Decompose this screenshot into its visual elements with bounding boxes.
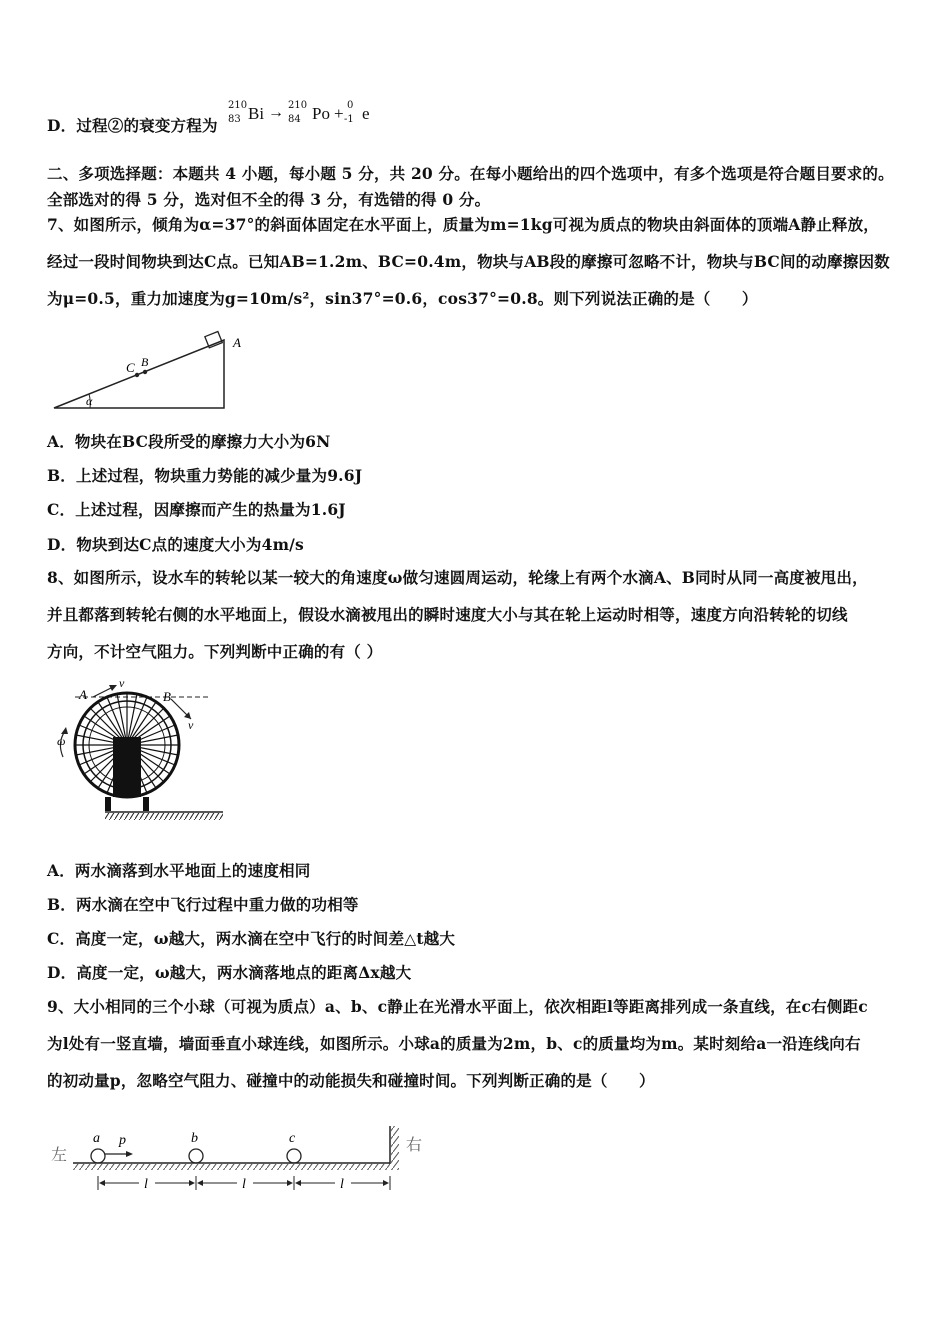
point-c	[135, 373, 139, 377]
label-l-1: l	[144, 1177, 148, 1192]
q8-option-a: A．两水滴落到水平地面上的速度相同	[47, 861, 311, 880]
po-symbol: Po	[312, 104, 330, 123]
q7-stem-line3: 为μ=0.5，重力加速度为g=10m/s²，sin37°=0.6，cos37°=0.8。则下列说法正确的是（ ）	[47, 289, 758, 308]
wheel	[75, 693, 179, 811]
q7-option-d: D．物块到达C点的速度大小为4m/s	[47, 535, 304, 554]
ball-b	[189, 1149, 203, 1163]
label-v-b: v	[188, 718, 194, 732]
three-balls-figure	[45, 1120, 445, 1200]
q9-stem-line2: 为l处有一竖直墙，墙面垂直小球连线，如图所示。小球a的质量为2m，b、c的质量均为m。某时刻给a一沿连线向右	[47, 1034, 861, 1053]
incline-figure	[50, 325, 250, 415]
label-p: p	[119, 1133, 126, 1148]
waterwheel-figure	[45, 675, 230, 825]
point-b	[143, 370, 147, 374]
decay-arrow: →	[268, 104, 284, 121]
floor-hatch	[73, 1164, 390, 1170]
q8-option-b: B．两水滴在空中飞行过程中重力做的功相等	[47, 895, 359, 914]
label-a: A	[79, 687, 87, 702]
q7-option-b: B．上述过程，物块重力势能的减少量为9.6J	[47, 466, 363, 485]
bi-atomic-number: 83	[228, 114, 241, 125]
q8-stem-line3: 方向，不计空气阻力。下列判断中正确的有（ ）	[47, 642, 383, 661]
label-right: 右	[406, 1135, 423, 1154]
label-c: c	[289, 1131, 296, 1146]
label-b: B	[163, 689, 171, 704]
bi-mass-number: 210	[228, 100, 248, 111]
decay-equation	[226, 100, 386, 134]
po-mass-number: 210	[288, 100, 308, 111]
label-b: b	[191, 1131, 198, 1146]
section2-line2: 全部选对的得 5 分，选对但不全的得 3 分，有选错的得 0 分。	[47, 190, 491, 209]
bi-symbol: Bi	[248, 104, 265, 123]
ball-c	[287, 1149, 301, 1163]
q9-stem-line3: 的初动量p，忽略空气阻力、碰撞中的动能损失和碰撞时间。下列判断正确的是（ ）	[47, 1071, 655, 1090]
label-b: B	[141, 355, 149, 369]
label-c: C	[126, 360, 135, 375]
plus-sign: +	[334, 104, 344, 123]
q8-option-d: D．高度一定，ω越大，两水滴落地点的距离Δx越大	[47, 963, 412, 982]
q8-stem-line1: 8、如图所示，设水车的转轮以某一较大的角速度ω做匀速圆周运动，轮缘上有两个水滴A、B同时从同一高度被甩出，	[47, 568, 868, 587]
label-v-a: v	[119, 676, 125, 690]
label-a: a	[93, 1131, 100, 1146]
q9-stem-line1: 9、大小相同的三个小球（可视为质点）a、b、c静止在光滑水平面上，依次相距l等距离排列成一条直线，在c右侧距c	[47, 997, 868, 1016]
q6-option-d	[47, 114, 218, 136]
po-atomic-number: 84	[288, 114, 301, 125]
label-l-2: l	[242, 1177, 246, 1192]
q6-option-d-prefix: D．过程②的衰变方程为	[47, 116, 218, 135]
label-a: A	[233, 335, 241, 350]
label-left: 左	[51, 1145, 68, 1164]
electron-symbol: e	[362, 104, 370, 123]
label-alpha: α	[86, 394, 93, 408]
incline-triangle	[54, 340, 224, 408]
q7-option-a: A．物块在BC段所受的摩擦力大小为6N	[47, 432, 331, 451]
q7-option-c: C．上述过程，因摩擦而产生的热量为1.6J	[47, 500, 346, 519]
label-omega: ω	[57, 734, 66, 748]
q8-option-c: C．高度一定，ω越大，两水滴在空中飞行的时间差△t越大	[47, 929, 456, 948]
q7-stem-line2: 经过一段时间物块到达C点。已知AB=1.2m、BC=0.4m，物块与AB段的摩擦可忽略不计，物块与BC间的动摩擦因数	[47, 252, 890, 271]
wheel-hub-support	[113, 737, 141, 797]
wall-hatch	[391, 1126, 399, 1170]
q7-stem-line1: 7、如图所示，倾角为α=37°的斜面体固定在水平面上，质量为m=1kg可视为质点的物块由斜面体的顶端A静止释放，	[47, 215, 879, 234]
block	[205, 331, 222, 347]
electron-mass-number: 0	[347, 100, 354, 111]
section2-line1: 二、多项选择题：本题共 4 小题，每小题 5 分，共 20 分。在每小题给出的四个选项中，有多个选项是符合题目要求的。	[47, 164, 894, 183]
label-l-3: l	[340, 1177, 344, 1192]
ground-hatch	[105, 813, 223, 820]
q8-stem-line2: 并且都落到转轮右侧的水平地面上，假设水滴被甩出的瞬时速度大小与其在轮上运动时相等，速度方向沿转轮的切线	[47, 605, 848, 624]
electron-charge-number: -1	[344, 114, 354, 125]
ball-a	[91, 1149, 105, 1163]
